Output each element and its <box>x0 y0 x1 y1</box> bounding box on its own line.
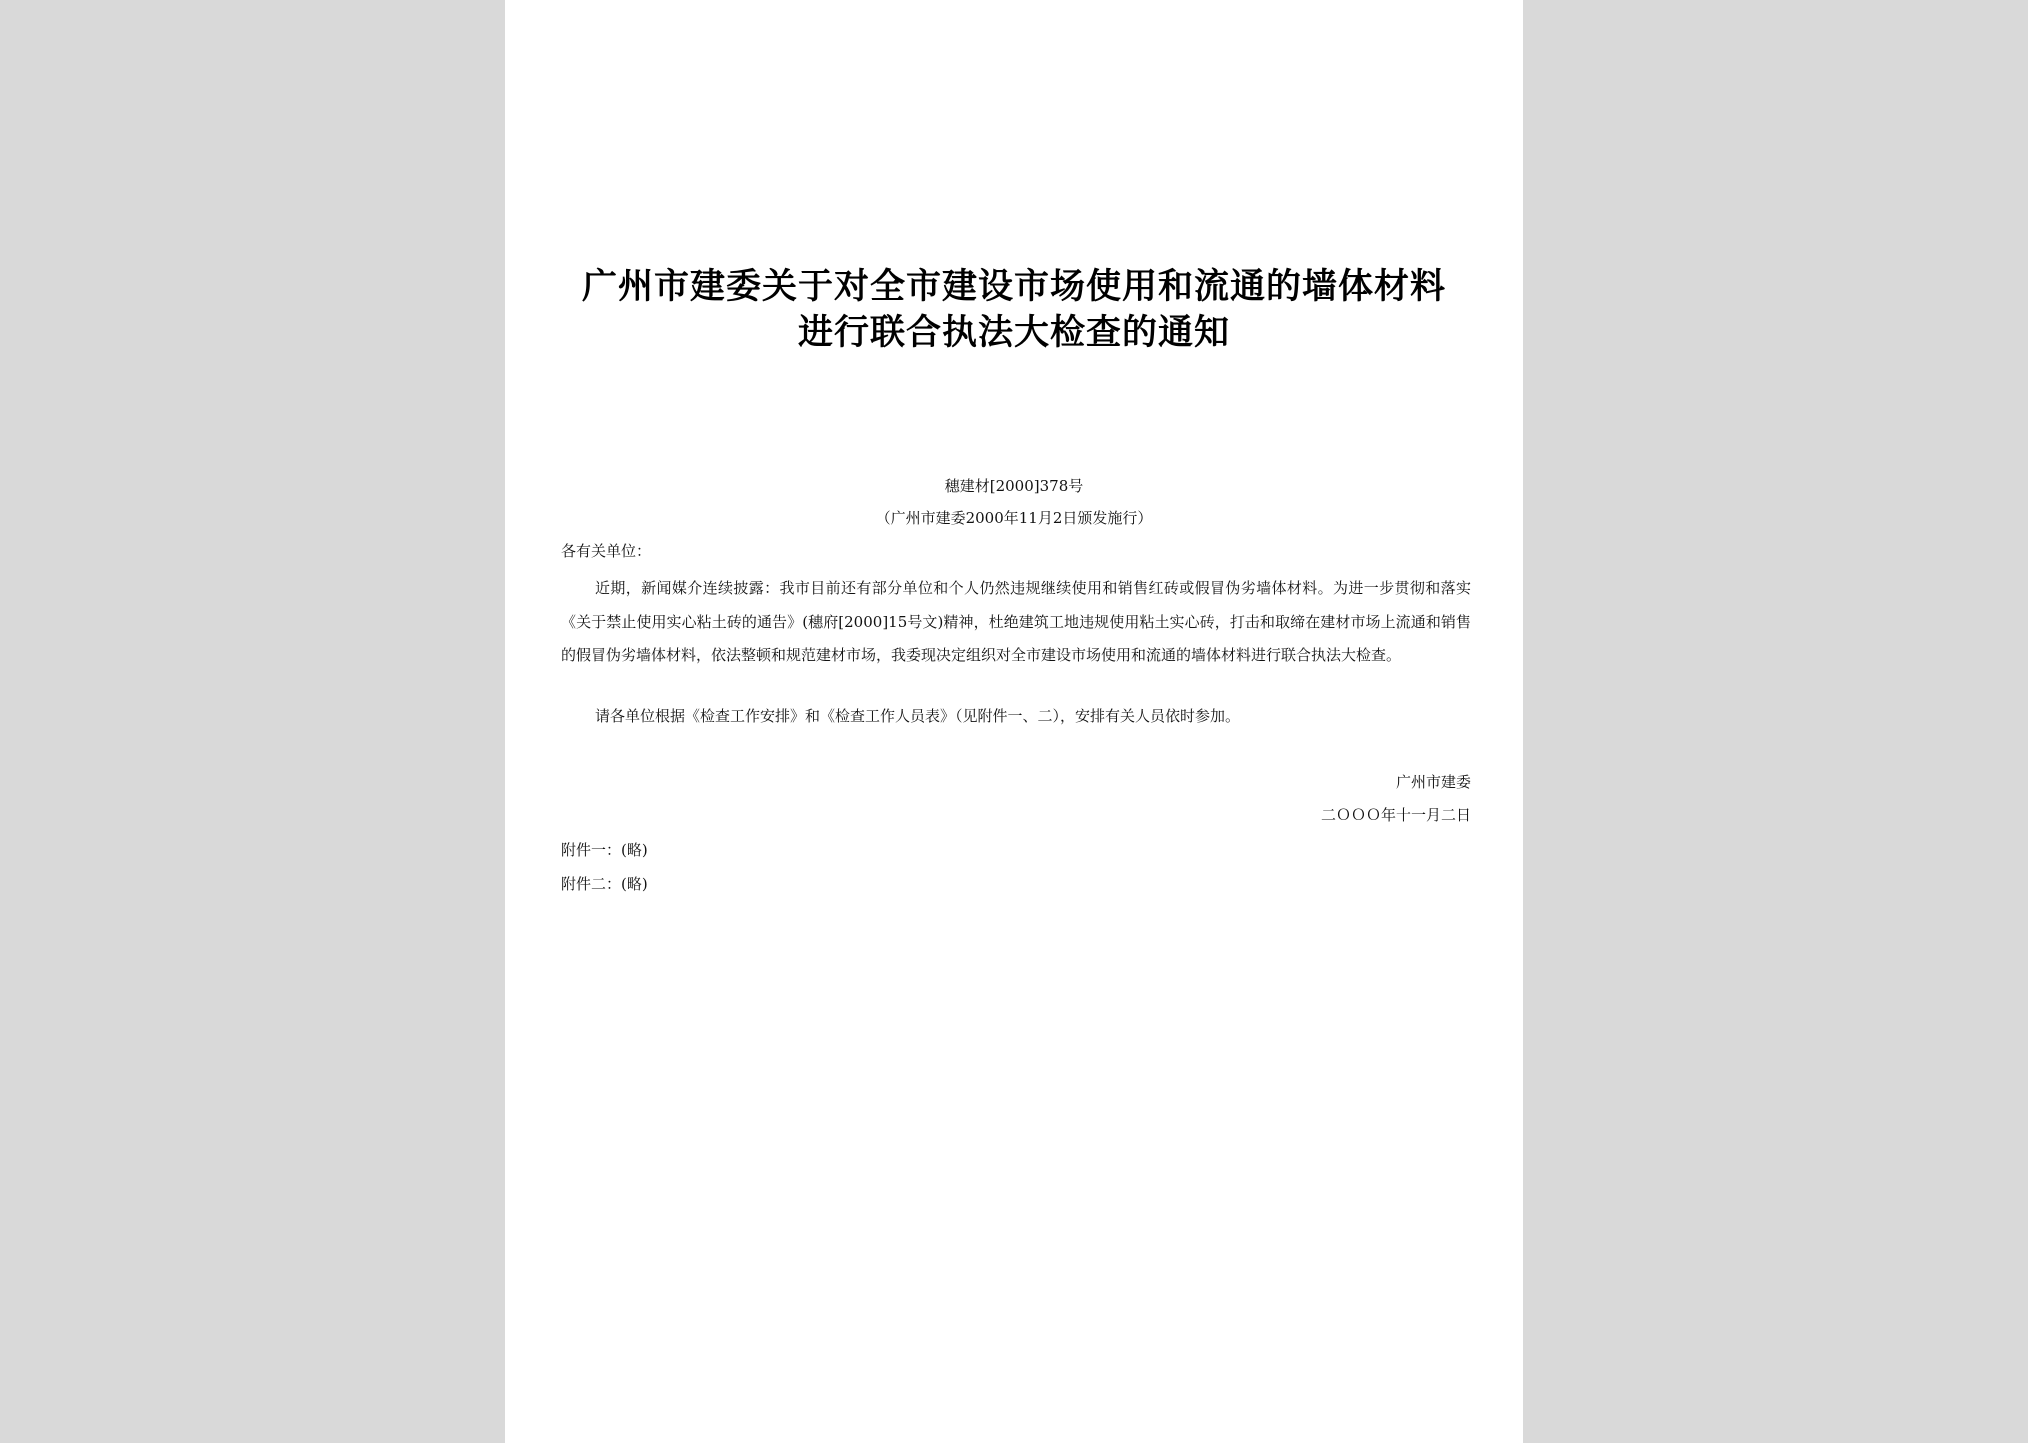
attachment-1: 附件一：(略) <box>561 841 648 859</box>
issued-note: （广州市建委2000年11月2日颁发施行） <box>875 509 1153 527</box>
document-number: 穗建材[2000]378号 <box>944 477 1084 495</box>
document-page <box>505 0 1523 1443</box>
body-paragraph-2: 请各单位根据《检查工作安排》和《检查工作人员表》（见附件一、二），安排有关人员依时参加。 <box>595 707 1241 725</box>
issue-date: 二ＯＯＯ年十一月二日 <box>1320 806 1471 824</box>
salutation: 各有关单位： <box>561 542 652 560</box>
signer: 广州市建委 <box>1395 773 1471 791</box>
body-paragraph-1: 近期，新闻媒介连续披露：我市目前还有部分单位和个人仍然违规继续使用和销售红砖或假冒伪劣墙体材料。为进一步贯彻和落实《关于禁止使用实心粘土砖的通告》(穗府[2000]15号文)精神，杜绝建筑工地违规使用粘土实心砖，打击和取缔在建材市场上流通和销售的假冒伪劣墙体材料，依法整顿和规范建材市场，我委现决定组织对全市建设市场使用和流通的墙体材料进行联合执法大检查。 <box>561 579 1471 664</box>
document-title-line1: 广州市建委关于对全市建设市场使用和流通的墙体材料 <box>581 266 1446 307</box>
attachment-2: 附件二：(略) <box>561 875 648 893</box>
document-title-line2: 进行联合执法大检查的通知 <box>797 312 1230 353</box>
